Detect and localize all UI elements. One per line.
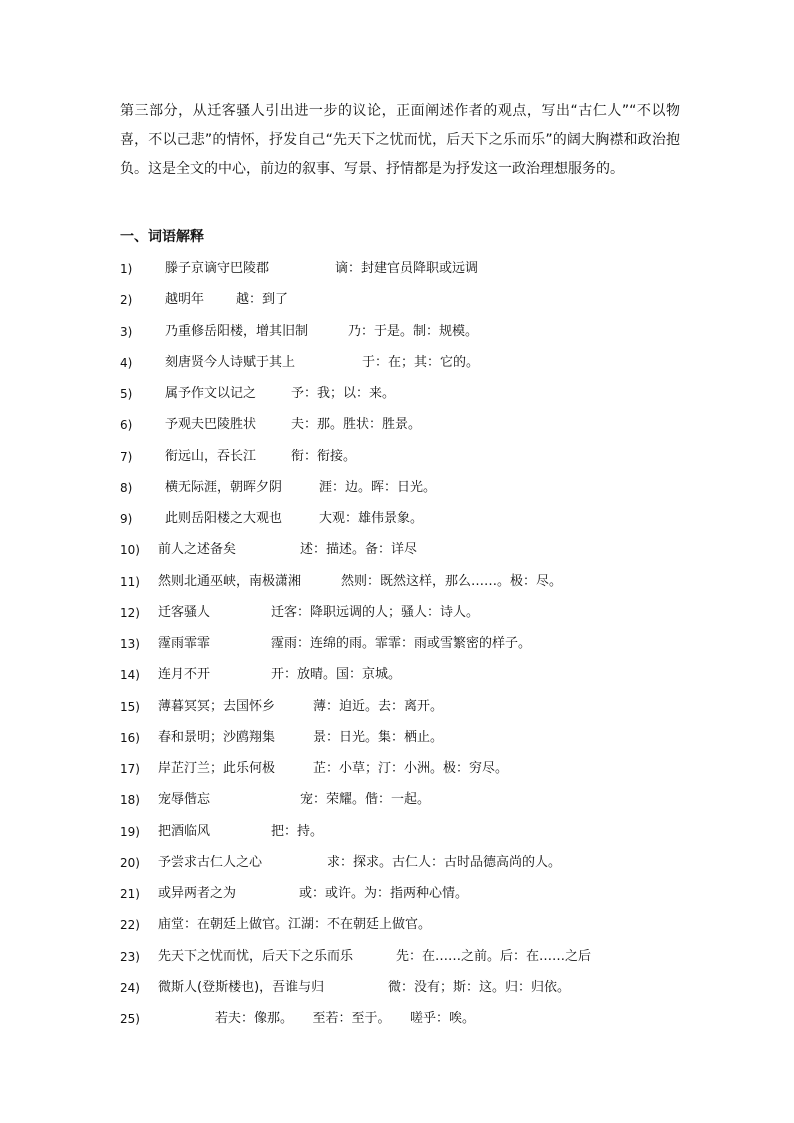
vocab-item	[120, 1008, 740, 1039]
vocab-item	[120, 508, 740, 539]
vocab-gloss: 霪雨：连绵的雨。霏霏：雨或雪繁密的样子。	[271, 636, 532, 651]
vocab-phrase: 衔远山，吞长江	[165, 448, 257, 464]
vocab-gloss: 衔：衔接。	[291, 448, 357, 464]
vocab-number: 8)	[120, 480, 133, 495]
vocab-item	[120, 571, 740, 602]
vocab-phrase: 然则北通巫峡，南极潇湘	[158, 573, 302, 589]
vocab-gloss: 或：或许。为：指两种心情。	[299, 886, 469, 901]
vocab-item	[120, 289, 740, 320]
vocab-number: 23)	[120, 949, 140, 964]
vocab-number: 16)	[120, 730, 140, 745]
vocab-item	[120, 539, 740, 570]
vocab-gloss: 乃：于是。制：规模。	[348, 323, 479, 339]
vocab-phrase: 薄暮冥冥；去国怀乡	[158, 698, 276, 714]
vocab-number: 1)	[120, 262, 133, 276]
vocab-list	[120, 258, 740, 1039]
vocab-phrase: 春和景明；沙鸥翔集	[158, 729, 276, 745]
vocab-number: 14)	[120, 668, 140, 683]
vocab-phrase: 宠辱偕忘	[158, 792, 211, 808]
vocab-phrase: 横无际涯，朝晖夕阴	[165, 479, 283, 495]
vocab-gloss: 谪：封建官员降职或远调	[335, 261, 479, 276]
vocab-phrase: 把酒临风	[158, 823, 211, 839]
vocab-item	[120, 914, 740, 945]
vocab-gloss: 宠：荣耀。偕：一起。	[300, 792, 431, 808]
vocab-phrase: 前人之述备矣	[158, 542, 237, 558]
vocab-item	[120, 602, 740, 633]
vocab-phrase: 岸芷汀兰；此乐何极	[158, 761, 276, 776]
vocab-number: 17)	[120, 762, 140, 776]
vocab-number: 5)	[120, 387, 133, 401]
vocab-phrase: 微斯人(登斯楼也)，吾谁与归	[158, 979, 325, 995]
vocab-number: 21)	[120, 887, 140, 901]
vocab-phrase: 予观夫巴陵胜状	[165, 417, 257, 433]
vocab-item	[120, 383, 740, 414]
vocab-number: 9)	[120, 512, 133, 526]
vocab-gloss: 然则：既然这样，那么……。极：尽。	[341, 573, 563, 589]
vocab-phrase: 连月不开	[158, 667, 211, 683]
vocab-item	[120, 477, 740, 508]
vocab-phrase: 属予作文以记之	[165, 386, 257, 401]
vocab-number: 24)	[120, 980, 140, 995]
vocab-phrase: 滕子京谪守巴陵郡	[165, 261, 270, 276]
vocab-number: 15)	[120, 699, 140, 714]
vocab-gloss: 予：我；以：来。	[291, 386, 396, 401]
vocab-number: 2)	[120, 293, 133, 308]
vocab-number: 11)	[120, 574, 140, 589]
vocab-phrase: 先天下之忧而忧，后天下之乐而乐	[158, 948, 354, 964]
vocab-number: 10)	[120, 543, 140, 558]
vocab-gloss: 薄：迫近。去：离开。	[313, 698, 444, 714]
vocab-number: 6)	[120, 418, 133, 433]
vocab-item	[120, 414, 740, 445]
vocab-gloss: 先：在……之前。后：在……之后	[396, 948, 592, 964]
vocab-phrase: 乃重修岳阳楼，增其旧制	[165, 323, 309, 339]
vocab-item	[120, 352, 740, 383]
vocab-gloss: 求：探求。古仁人：古时品德高尚的人。	[327, 854, 562, 870]
vocab-number: 13)	[120, 637, 140, 651]
vocab-item	[120, 446, 740, 477]
vocab-phrase: 刻唐贤今人诗赋于其上	[165, 354, 296, 370]
vocab-phrase: 霪雨霏霏	[158, 636, 211, 651]
intro-paragraph: 第三部分，从迁客骚人引出进一步的议论，正面阐述作者的观点，写出“古仁人”“不以物喜，不以己悲”的情怀，抒发自己“先天下之忧而忧，后天下之乐而乐”的阔大胸襟和政治抱负。这是全文的中心，前边的叙事、写景、抒情都是为抒发这一政治理想服务的。	[120, 103, 680, 177]
vocab-number: 12)	[120, 605, 140, 620]
vocab-phrase: 予尝求古仁人之心	[158, 854, 263, 870]
vocab-item	[120, 977, 740, 1008]
vocab-item	[120, 258, 740, 289]
vocab-gloss: 述：描述。备：详尽	[300, 542, 418, 558]
vocab-item	[120, 852, 740, 883]
vocab-phrase: 此则岳阳楼之大观也	[165, 511, 283, 526]
vocab-gloss: 越：到了	[236, 292, 289, 308]
vocab-gloss: 大观：雄伟景象。	[319, 511, 424, 526]
vocab-item	[120, 664, 740, 695]
vocab-number: 3)	[120, 324, 133, 339]
vocab-phrase: 庙堂：在朝廷上做官。江湖：不在朝廷上做官。	[158, 917, 432, 933]
vocab-item	[120, 321, 740, 352]
vocab-number: 19)	[120, 824, 140, 839]
vocab-phrase: 或异两者之为	[158, 886, 237, 901]
vocab-item	[120, 821, 740, 852]
vocab-item	[120, 727, 740, 758]
vocab-gloss: 把：持。	[271, 823, 324, 839]
vocab-gloss: 夫：那。胜状：胜景。	[291, 417, 422, 433]
vocab-item	[120, 946, 740, 977]
vocab-item	[120, 789, 740, 820]
vocab-number: 4)	[120, 355, 133, 370]
vocab-gloss: 开：放晴。国：京城。	[271, 667, 402, 683]
vocab-item	[120, 633, 740, 664]
vocab-number: 22)	[120, 918, 140, 933]
vocab-phrase: 迁客骚人	[158, 604, 211, 620]
vocab-number: 20)	[120, 855, 140, 870]
vocab-gloss: 景：日光。集：栖止。	[313, 729, 444, 745]
vocab-number: 7)	[120, 449, 133, 464]
vocab-item	[120, 758, 740, 789]
vocab-phrase: 若夫：像那。 至若：至于。 嗟乎：唉。	[215, 1011, 476, 1026]
vocab-gloss: 微：没有；斯：这。归：归依。	[388, 979, 571, 995]
vocab-phrase: 越明年	[165, 292, 205, 308]
section-title: 一、词语解释	[120, 229, 204, 245]
vocab-gloss: 芷：小草；汀：小洲。极：穷尽。	[313, 761, 509, 776]
vocab-number: 18)	[120, 793, 140, 808]
vocab-gloss: 于：在；其：它的。	[362, 354, 480, 370]
vocab-gloss: 涯：边。晖：日光。	[319, 479, 437, 495]
vocab-item	[120, 883, 740, 914]
vocab-number: 25)	[120, 1012, 140, 1026]
vocab-item	[120, 696, 740, 727]
vocab-gloss: 迁客：降职远调的人；骚人：诗人。	[271, 604, 480, 620]
